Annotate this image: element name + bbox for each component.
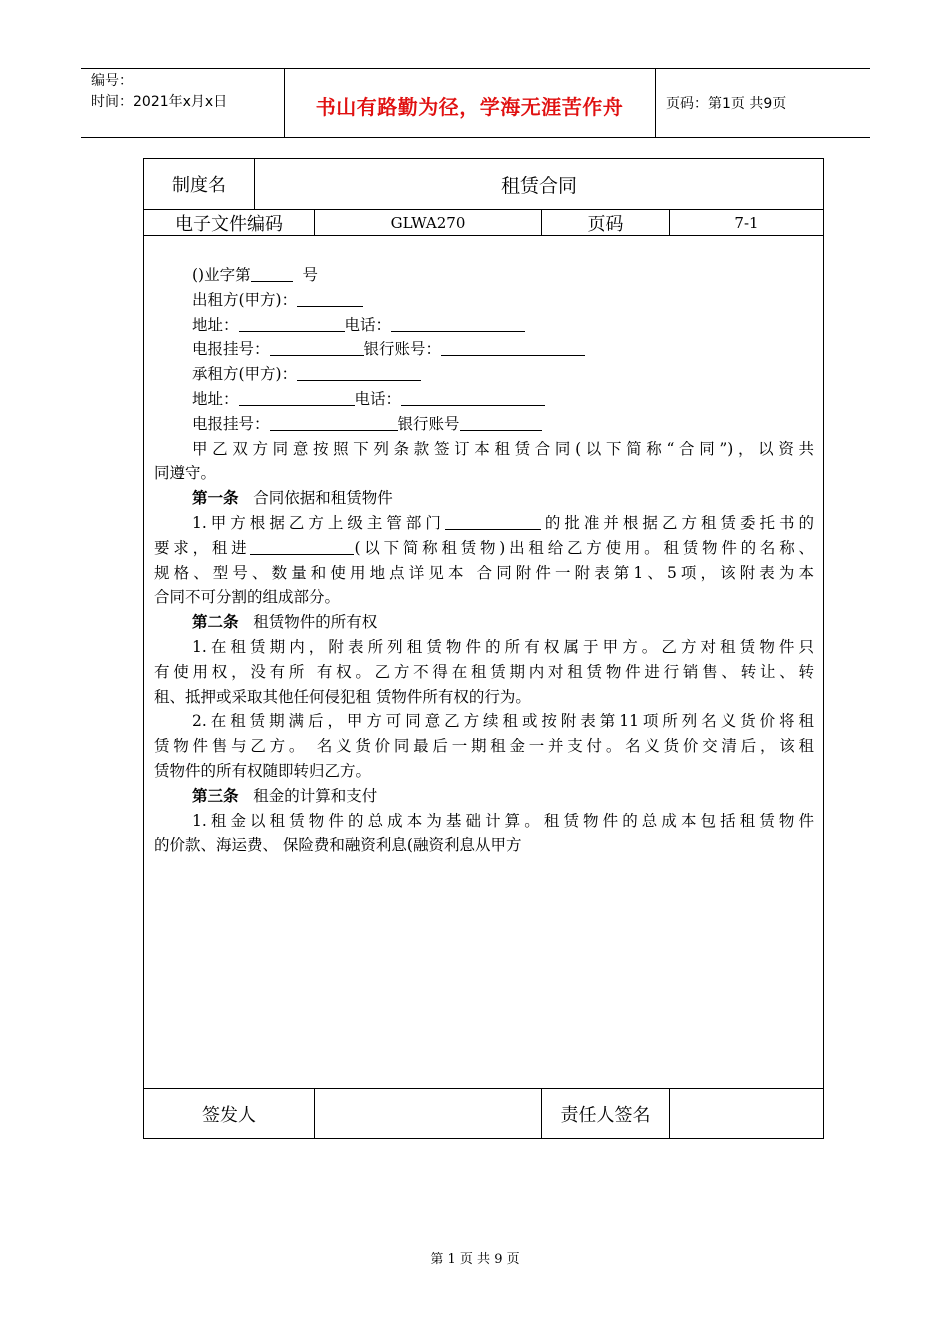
lessor-address-line: 地址： 电话：	[154, 313, 814, 338]
lessor-cable-line: 电报挂号： 银行账号：	[154, 337, 814, 362]
article-1-heading: 第一条 合同依据和租赁物件	[192, 489, 393, 508]
page-value: 7-1	[734, 213, 759, 232]
responsible-signature-field	[670, 1089, 823, 1138]
number-label: 编号：	[91, 73, 133, 89]
document-header	[81, 68, 870, 138]
header-page-info: 页码：第1页 共9页	[666, 96, 787, 112]
regulation-form	[143, 158, 824, 1139]
page-footer: 第 1 页 共 9 页	[430, 1252, 520, 1267]
name-label: 制度名	[172, 175, 226, 196]
article-2-text: 有使用权，没有所 有权。乙方不得在租赁期内对租赁物件进行销售、转让、转	[154, 662, 814, 681]
article-3-text: 的价款、海运费、 保险费和融资利息(融资利息从甲方	[154, 836, 522, 855]
lessee-cable-line: 电报挂号： 银行账号	[154, 412, 814, 437]
file-code-value: GLWA270	[390, 213, 466, 232]
form-title: 租赁合同	[500, 174, 577, 197]
article-1-text: 1.甲方根据乙方上级主管部门 的批准并根据乙方租赁委托书的	[192, 513, 814, 532]
article-2-text: 2.在租赁期满后，甲方可同意乙方续租或按附表第11项所列名义货价将租	[192, 712, 814, 731]
article-1-text: 要求，租进 (以下简称租赁物)出租给乙方使用。租赁物件的名称、	[154, 538, 814, 557]
article-1-text: 合同不可分割的组成部分。	[154, 588, 341, 607]
article-3-text: 1.租金以租赁物件的总成本为基础计算。租赁物件的总成本包括租赁物件	[192, 811, 814, 830]
header-divider	[655, 69, 656, 137]
row-divider	[144, 235, 823, 236]
time-label: 时间：2021年x月x日	[91, 94, 228, 110]
lessor-line: 出租方(甲方)：	[154, 288, 814, 313]
article-2-text: 赁物件的所有权随即转归乙方。	[154, 761, 372, 780]
article-2-text: 1.在租赁期内，附表所列租赁物件的所有权属于甲方。乙方对租赁物件只	[192, 637, 814, 656]
issuer-signature-field	[315, 1089, 541, 1138]
issuer-label: 签发人	[202, 1104, 256, 1126]
lessee-line: 承租方(甲方)：	[154, 362, 814, 387]
article-2-text: 赁物件售与乙方。 名义货价同最后一期租金一并支付。名义货价交清后，该租	[154, 737, 814, 756]
article-1-text: 规格、型号、数量和使用地点详见本 合同附件一附表第1、5项，该附表为本	[154, 563, 814, 582]
article-3-heading: 第三条 租金的计算和支付	[192, 786, 378, 805]
header-motto: 书山有路勤为径，学海无涯苦作舟	[315, 95, 624, 119]
intro-line: 甲乙双方同意按照下列条款签订本租赁合同(以下简称“合同”)，以资共	[192, 439, 814, 458]
contract-body	[154, 263, 814, 858]
contract-number-line: ()业字第 号	[192, 266, 318, 284]
article-2-heading: 第二条 租赁物件的所有权	[192, 613, 378, 632]
lessee-address-line: 地址： 电话：	[154, 387, 814, 412]
intro-line: 同遵守。	[154, 464, 217, 483]
responsible-label: 责任人签名	[560, 1104, 651, 1126]
article-2-text: 租、抵押或采取其他任何侵犯租 赁物件所有权的行为。	[154, 687, 531, 706]
header-meta	[91, 71, 227, 113]
file-code-label: 电子文件编码	[175, 213, 283, 235]
page-label: 页码	[587, 213, 624, 235]
